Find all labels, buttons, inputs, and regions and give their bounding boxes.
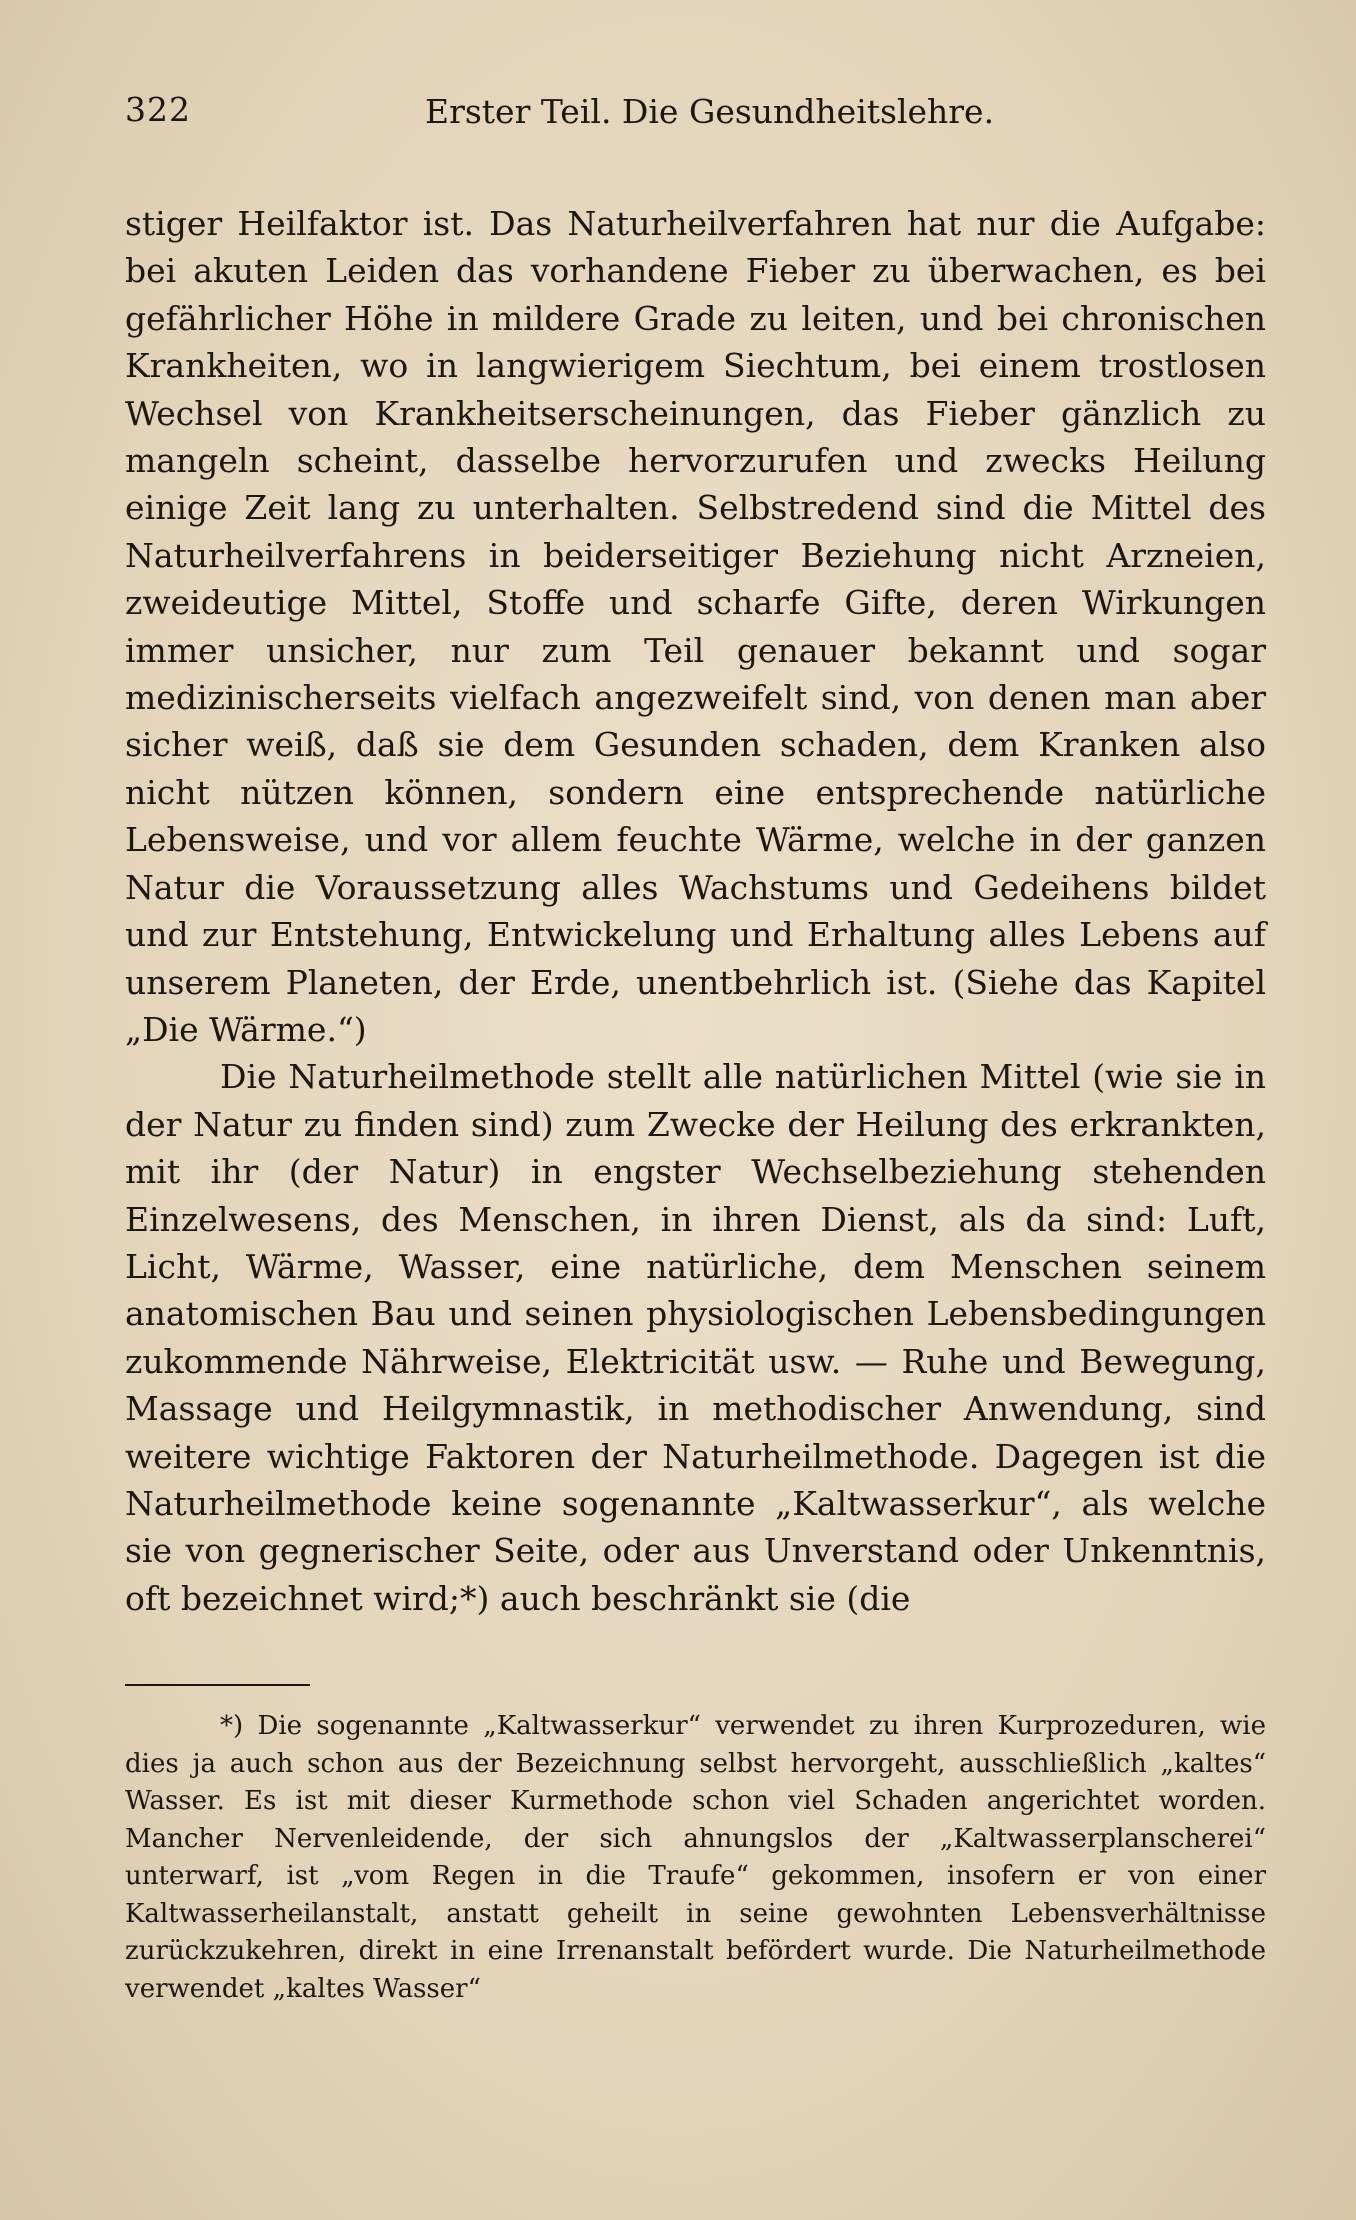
paragraph: stiger Heilfaktor ist. Das Naturheilverfahren hat nur die Aufgabe: bei akuten Leiden das vorhandene Fieber zu überwachen, es bei gefährlicher Höhe in mildere Grade zu leiten, und bei chronischen Krankheiten, wo in langwierigem Siechtum, bei einem trostlosen Wechsel von Krankheitserscheinungen, das Fieber gänzlich zu mangeln scheint, dasselbe hervorzurufen und zwecks Heilung einige Zeit lang zu unterhalten. Selbstredend sind die Mittel des Naturheilverfahrens in beiderseitiger Beziehung nicht Arzneien, zweideutige Mittel, Stoffe und scharfe Gifte, deren Wirkungen immer unsicher, nur zum Teil genauer bekannt und sogar medizinischerseits vielfach angezweifelt sind, von denen man aber sicher weiß, daß sie dem Gesunden schaden, dem Kranken also nicht nützen können, sondern eine entsprechende natürliche Lebensweise, und vor allem feuchte Wärme, welche in der ganzen Natur die Voraussetzung alles Wachstums und Gedeihens bildet und zur Entstehung, Entwickelung und Erhaltung alles Lebens auf unserem Planeten, der Erde, unentbehrlich ist. (Siehe das Kapitel „Die Wärme.“) xyxy=(125,204,1266,1049)
running-head: Erster Teil. Die Gesundheitslehre. xyxy=(425,92,995,131)
footnote: *) Die sogenannte „Kaltwasserkur“ verwendet zu ihren Kurprozeduren, wie dies ja auch schon aus der Bezeichnung selbst hervorgeht, ausschließlich „kaltes“ Wasser. Es ist mit dieser Kurmethode schon viel Schaden angerichtet worden. Mancher Nervenleidende, der sich ahnungslos der „Kaltwasserplanscherei“ unterwarf, ist „vom Regen in die Traufe“ gekommen, insofern er von einer Kaltwasserheilanstalt, anstatt geheilt in seine gewohnten Lebensverhältnisse zurückzukehren, direkt in eine Irrenanstalt befördert wurde. Die Naturheilmethode verwendet „kaltes Wasser“ xyxy=(125,1711,1266,2004)
page-number: 322 xyxy=(125,90,191,129)
footnote-divider xyxy=(125,1684,310,1686)
paragraph: Die Naturheilmethode stellt alle natürlichen Mittel (wie sie in der Natur zu finden sind) zum Zwecke der Heilung des erkrankten, mit ihr (der Natur) in engster Wechselbeziehung stehenden Einzelwesens, des Menschen, in ihren Dienst, als da sind: Luft, Licht, Wärme, Wasser, eine natürliche, dem Menschen seinem anatomischen Bau und seinen physiologischen Lebensbedingungen zukommende Nährweise, Elektricität usw. — Ruhe und Bewegung, Massage und Heilgymnastik, in methodischer Anwendung, sind weitere wichtige Faktoren der Naturheilmethode. Dagegen ist die Naturheilmethode keine sogenannte „Kaltwasserkur“, als welche sie von gegnerischer Seite, oder aus Unverstand oder Unkenntnis, oft bezeichnet wird;*) auch beschränkt sie (die xyxy=(125,1057,1266,1618)
body-text xyxy=(125,200,1266,1622)
page-header xyxy=(125,90,1266,150)
